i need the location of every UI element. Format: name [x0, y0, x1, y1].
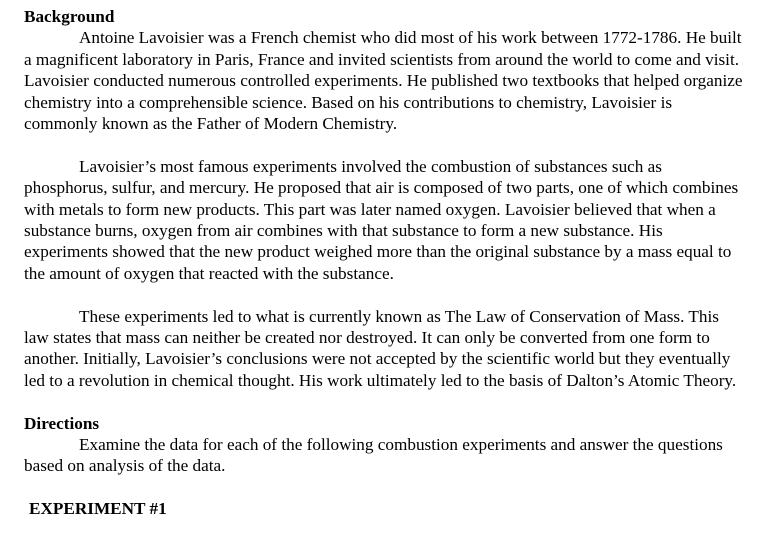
background-paragraph-3: These experiments led to what is currently known as The Law of Conservation of Mass. This law states that mass can neither be created nor destroyed. It can only be converted from one form to another. Initially, Lavoisier’s conclusions were not accepted by the scientific world but they eventually led to a revolution in chemical thought. His work ultimately led to the basis of Dalton’s Atomic Theory. [24, 306, 737, 390]
background-heading: Background [24, 7, 115, 26]
section-gap [24, 477, 747, 498]
paragraph-gap [24, 134, 747, 155]
directions-heading: Directions [24, 413, 100, 433]
background-paragraph-2: Lavoisier’s most famous experiments involved the combustion of substances such as phosphorus, sulfur, and mercury. He proposed that air is composed of two parts, one of which combines with metals to form new products. This part was later named oxygen. Lavoisier believed that when a substance burns, oxygen from air combines with that substance to form a new substance. His experiments showed that the new product weighed more than the original substance by a mass equal to the amount of oxygen that reacted with the substance. [24, 156, 739, 283]
experiment-heading: EXPERIMENT #1 [29, 499, 167, 519]
paragraph-gap [24, 284, 747, 305]
background-paragraph-1: Antoine Lavoisier was a French chemist who did most of his work between 1772-1786. He built a magnificent laboratory in Paris, France and invited scientists from around the world to come and visit. Lavoisier conducted numerous controlled experiments. He published two textbooks that helped organize chemistry into a comprehensible science. Based on his contributions to chemistry, Lavoisier is commonly known as the Father of Modern Chemistry. [24, 28, 743, 134]
section-gap [24, 391, 747, 412]
directions-paragraph: Examine the data for each of the following combustion experiments and answer the questions based on analysis of the data. [24, 435, 723, 476]
